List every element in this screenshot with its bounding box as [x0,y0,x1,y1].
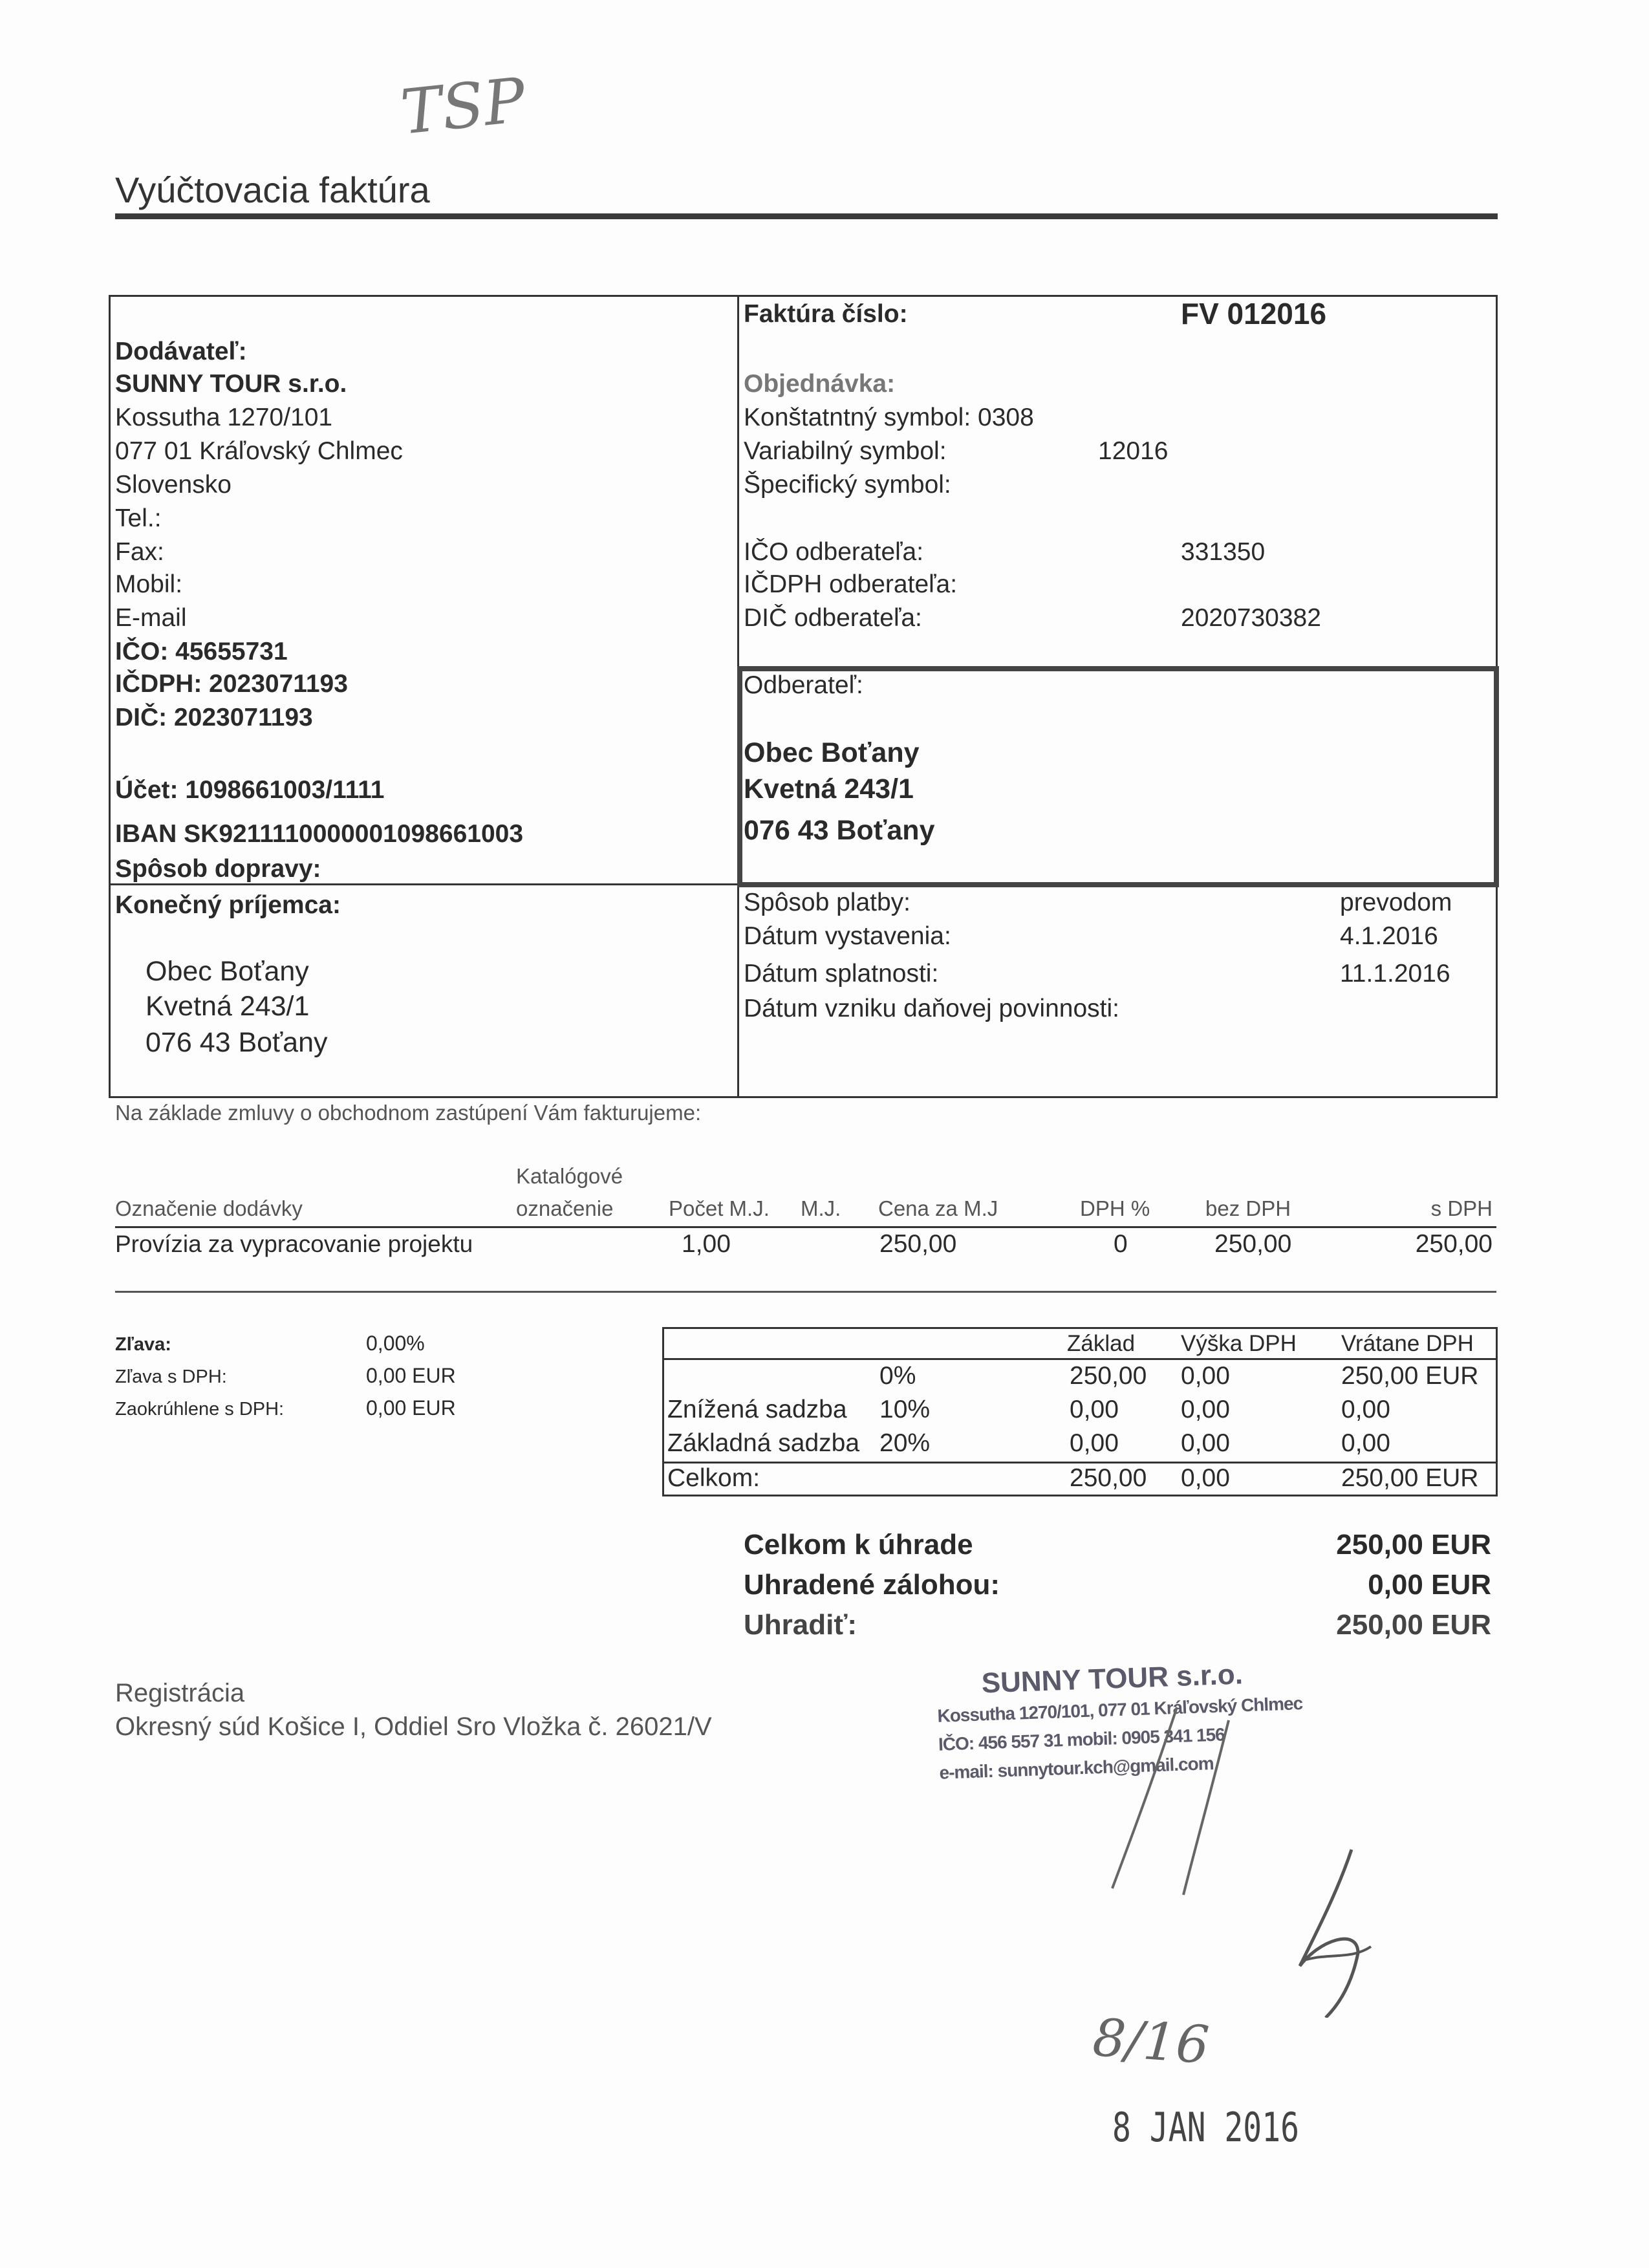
vat-total-vat: 0,00 [1181,1464,1230,1492]
payment-method-label: Spôsob platby: [744,889,911,916]
total-to-pay-label: Celkom k úhrade [744,1529,973,1561]
variable-symbol-label: Variabilný symbol: [744,437,947,465]
customer-city: 076 43 Boťany [744,815,935,846]
supplier-mobil-label: Mobil: [115,570,183,598]
issue-date-label: Dátum vystavenia: [744,922,951,950]
supplier-icdph: IČDPH: 2023071193 [115,670,348,698]
vat-row-1-base: 0,00 [1070,1396,1119,1423]
registration-label: Registrácia [115,1679,245,1707]
supplier-account: Účet: 1098661003/1111 [115,776,385,804]
customer-icdph-label: IČDPH odberateľa: [744,570,958,598]
discount-vat-label: Zľava s DPH: [115,1366,227,1387]
discount-label: Zľava: [115,1334,171,1355]
variable-symbol: 12016 [1098,437,1169,465]
vat-total-base: 250,00 [1070,1464,1147,1492]
customer-dic: 2020730382 [1181,604,1321,632]
row-item: Provízia za vypracovanie projektu [115,1231,473,1257]
col-price: Cena za M.J [878,1196,998,1220]
customer-dic-label: DIČ odberateľa: [744,604,922,632]
col-qty: Počet M.J. [669,1196,770,1220]
title-underline [115,213,1498,219]
customer-ico: 331350 [1181,538,1266,566]
remaining: 250,00 EUR [1336,1609,1491,1641]
customer-street: Kvetná 243/1 [744,773,914,805]
discount-value: 0,00% [366,1332,425,1355]
rounding-label: Zaokrúhlene s DPH: [115,1399,285,1420]
col-net: bez DPH [1205,1196,1291,1220]
page-title: Vyúčtovacia faktúra [115,169,430,210]
col-vat: DPH % [1080,1196,1150,1220]
supplier-tel-label: Tel.: [115,504,162,532]
stamp-name: SUNNY TOUR s.r.o. [980,1658,1244,1700]
tax-date-label: Dátum vzniku daňovej povinnosti: [744,995,1119,1022]
vat-row-2-rate: 20% [879,1429,931,1457]
due-date-label: Dátum splatnosti: [744,960,939,988]
vat-row-0-base: 250,00 [1070,1362,1147,1390]
items-bottom-line [115,1291,1496,1293]
vat-col-vat: Výška DPH [1181,1331,1297,1356]
supplier-ico: IČO: 45655731 [115,638,288,665]
supplier-fax-label: Fax: [115,538,164,566]
vat-row-1-label: Znížená sadzba [667,1396,847,1423]
total-to-pay: 250,00 EUR [1336,1529,1491,1561]
row-qty: 1,00 [682,1230,731,1258]
vat-row-2-total: 0,00 [1341,1429,1390,1457]
invoice-number-label: Faktúra číslo: [744,300,908,328]
stamp-line3: e-mail: sunnytour.kch@gmail.com [939,1753,1214,1783]
vat-col-base: Základ [1067,1331,1136,1356]
payment-method: prevodom [1340,889,1452,916]
order-label: Objednávka: [744,370,896,398]
supplier-city: 077 01 Kráľovský Chlmec [115,437,403,465]
supplier-country: Slovensko [115,471,232,499]
handwritten-annotation-bottom: 8/16 [1090,2007,1211,2076]
intro-text: Na základe zmluvy o obchodnom zastúpení Vám fakturujeme: [115,1101,702,1125]
registration-text: Okresný súd Košice I, Oddiel Sro Vložka č. 26021/V [115,1712,712,1741]
rounding-value: 0,00 EUR [366,1396,456,1420]
supplier-iban: IBAN SK9211110000001098661003 [115,820,524,848]
row-net: 250,00 [1214,1230,1292,1258]
recipient-street: Kvetná 243/1 [146,991,310,1022]
col-gross: s DPH [1430,1196,1493,1220]
invoice-number: FV 012016 [1181,297,1327,330]
vat-row-0-vat: 0,00 [1181,1362,1230,1390]
final-recipient-heading: Konečný príjemca: [115,891,341,919]
col-item: Označenie dodávky [115,1196,303,1220]
vat-row-1-vat: 0,00 [1181,1396,1230,1423]
supplier-heading: Dodávateľ: [115,338,247,365]
vat-row-1-rate: 10% [879,1396,931,1423]
col-catalog-bottom: označenie [516,1196,614,1220]
supplier-email-label: E-mail [115,604,187,632]
customer-ico-label: IČO odberateľa: [744,538,924,566]
stamp-line2: IČO: 456 557 31 mobil: 0905 341 156 [938,1724,1225,1755]
handwritten-annotation-top: TSP [397,65,529,149]
supplier-dic: DIČ: 2023071193 [115,704,313,731]
due-date: 11.1.2016 [1340,960,1450,988]
customer-heading: Odberateľ: [744,671,863,699]
vat-total-total: 250,00 EUR [1341,1464,1479,1492]
row-vat: 0 [1114,1230,1128,1258]
customer-name: Obec Boťany [744,737,920,768]
row-price: 250,00 [879,1230,957,1258]
supplier-street: Kossutha 1270/101 [115,404,333,431]
vat-col-total: Vrátane DPH [1341,1331,1474,1356]
discount-vat-value: 0,00 EUR [366,1364,456,1387]
constant-symbol: Konštatntný symbol: 0308 [744,404,1034,431]
issue-date: 4.1.2016 [1340,922,1438,950]
col-catalog-top: Katalógové [516,1164,623,1188]
recipient-name: Obec Boťany [146,956,309,987]
received-date-stamp: 8 JAN 2016 [1112,2104,1299,2152]
transport-method-label: Spôsob dopravy: [115,855,321,883]
stamp-line1: Kossutha 1270/101, 077 01 Kráľovský Chlmec [936,1693,1303,1726]
items-header-line [115,1226,1496,1228]
vat-row-0-rate: 0% [879,1362,916,1390]
vat-row-2-base: 0,00 [1070,1429,1119,1457]
vat-row-2-vat: 0,00 [1181,1429,1230,1457]
vat-total-label: Celkom: [667,1464,760,1492]
signature-scribble [1035,1681,1423,2018]
supplier-name: SUNNY TOUR s.r.o. [115,370,347,398]
advance-paid-label: Uhradené zálohou: [744,1569,1000,1601]
advance-paid: 0,00 EUR [1368,1569,1491,1601]
vat-row-1-total: 0,00 [1341,1396,1390,1423]
col-unit: M.J. [801,1196,841,1220]
vat-row-2-label: Základná sadzba [667,1429,860,1457]
row-gross: 250,00 [1415,1230,1493,1258]
remaining-label: Uhradiť: [744,1609,857,1641]
recipient-city: 076 43 Boťany [146,1027,328,1058]
specific-symbol-label: Špecifický symbol: [744,471,951,499]
vat-row-0-total: 250,00 EUR [1341,1362,1479,1390]
